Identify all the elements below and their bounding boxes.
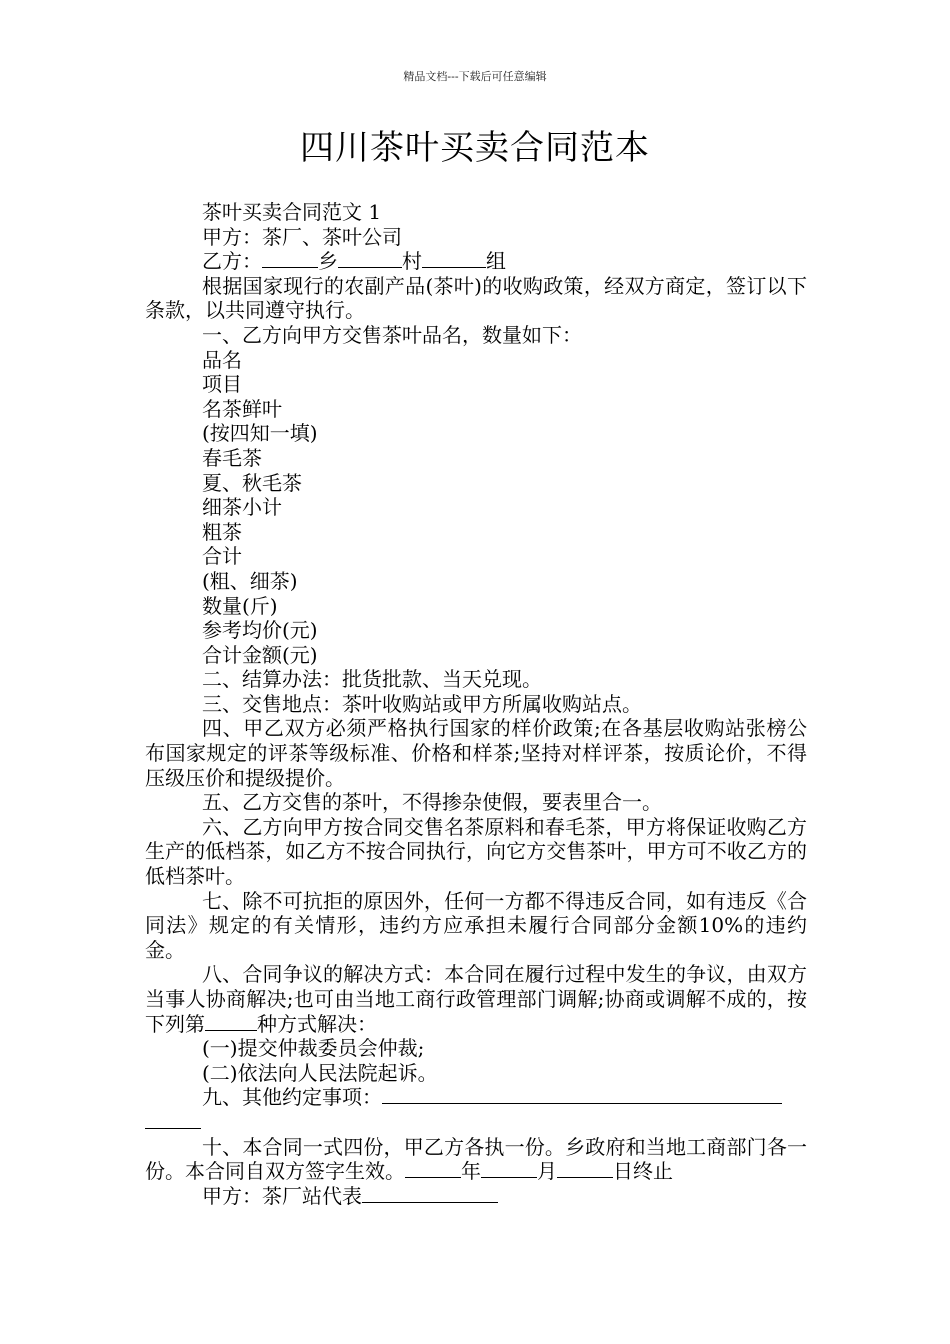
clause-8-option-1: (一)提交仲裁委员会仲裁; bbox=[202, 1036, 425, 1061]
party-b-xiang-blank[interactable] bbox=[262, 249, 318, 268]
party-b-line bbox=[145, 249, 807, 274]
clause-8-text-end: 种方式解决： bbox=[257, 1011, 377, 1036]
list-item: 数量(斤) bbox=[202, 593, 278, 618]
party-b-cun-label: 村 bbox=[402, 249, 422, 274]
clause-9-label: 九、其他约定事项： bbox=[202, 1085, 382, 1110]
list-item: 细茶小计 bbox=[202, 495, 282, 520]
clause-8-text: 八、合同争议的解决方式：本合同在履行过程中发生的争议，由双方当事人协商解决;也可由当地工商行政管理部门调解;协商或调解不成的，按下列第 bbox=[145, 962, 807, 1036]
clause-1: 一、乙方向甲方交售茶叶品名，数量如下： bbox=[202, 322, 582, 347]
clause-9-blank-end[interactable] bbox=[145, 1110, 201, 1129]
clause-10-month-blank[interactable] bbox=[481, 1159, 537, 1178]
clause-5: 五、乙方交售的茶叶，不得掺杂使假，要表里合一。 bbox=[202, 790, 662, 815]
list-item: 项目 bbox=[202, 372, 242, 397]
list-item: (粗、细茶) bbox=[202, 568, 298, 593]
header-watermark: 精品文档---下载后可任意编辑 bbox=[403, 70, 547, 83]
party-b-xiang-label: 乡 bbox=[318, 249, 338, 274]
clause-10-day-label: 日终止 bbox=[613, 1159, 673, 1184]
list-item: 合计金额(元) bbox=[202, 642, 318, 667]
party-b-cun-blank[interactable] bbox=[338, 249, 402, 268]
party-a-line: 甲方：茶厂、茶叶公司 bbox=[202, 224, 402, 249]
clause-4: 四、甲乙双方必须严格执行国家的样价政策;在各基层收购站张榜公布国家规定的评茶等级标准、价格和样茶;坚持对样评茶，按质论价，不得压级压价和提级提价。 bbox=[145, 716, 807, 790]
party-b-prefix: 乙方： bbox=[202, 249, 262, 274]
document-body bbox=[145, 200, 807, 1208]
list-item: 名茶鲜叶 bbox=[202, 396, 282, 421]
subtitle: 茶叶买卖合同范文 1 bbox=[202, 200, 382, 224]
clause-7: 七、除不可抗拒的原因外，任何一方都不得违反合同，如有违反《合同法》规定的有关情形，违约方应承担未履行合同部分金额10%的违约金。 bbox=[145, 888, 807, 962]
clause-8-method-blank[interactable] bbox=[205, 1012, 257, 1031]
clause-3: 三、交售地点：茶叶收购站或甲方所属收购站点。 bbox=[202, 691, 642, 716]
clause-10-year-label: 年 bbox=[461, 1159, 481, 1184]
list-item: 夏、秋毛茶 bbox=[202, 470, 302, 495]
table-items-list bbox=[145, 348, 807, 668]
clause-10-month-label: 月 bbox=[537, 1159, 557, 1184]
list-item: 粗茶 bbox=[202, 519, 242, 544]
party-b-zu-label: 组 bbox=[486, 249, 506, 274]
clause-10-year-blank[interactable] bbox=[405, 1159, 461, 1178]
page-title: 四川茶叶买卖合同范本 bbox=[300, 128, 650, 168]
signature-party-a-label: 甲方：茶厂站代表 bbox=[202, 1183, 362, 1208]
clause-2: 二、结算办法：批货批款、当天兑现。 bbox=[202, 667, 542, 692]
clause-9 bbox=[145, 1085, 807, 1110]
list-item: 合计 bbox=[202, 544, 242, 569]
clause-10-text: 十、本合同一式四份，甲乙方各执一份。乡政府和当地工商部门各一份。本合同自双方签字生效。 bbox=[145, 1134, 807, 1184]
clause-9-blank-continuation bbox=[145, 1110, 807, 1135]
party-b-zu-blank[interactable] bbox=[422, 249, 486, 268]
clause-10-day-blank[interactable] bbox=[557, 1159, 613, 1178]
list-item: (按四知一填) bbox=[202, 421, 318, 446]
signature-party-a bbox=[145, 1184, 807, 1209]
clause-10 bbox=[145, 1135, 807, 1184]
list-item: 品名 bbox=[202, 347, 242, 372]
signature-party-a-blank[interactable] bbox=[362, 1184, 498, 1203]
clause-8 bbox=[145, 962, 807, 1036]
list-item: 春毛茶 bbox=[202, 445, 262, 470]
clause-6: 六、乙方向甲方按合同交售名茶原料和春毛茶，甲方将保证收购乙方生产的低档茶，如乙方不按合同执行，向它方交售茶叶，甲方可不收乙方的低档茶叶。 bbox=[145, 814, 807, 889]
intro-paragraph: 根据国家现行的农副产品(茶叶)的收购政策，经双方商定，签订以下条款，以共同遵守执行。 bbox=[145, 273, 807, 323]
clause-9-blank[interactable] bbox=[382, 1085, 782, 1104]
clause-8-option-2: (二)依法向人民法院起诉。 bbox=[202, 1060, 438, 1085]
list-item: 参考均价(元) bbox=[202, 618, 318, 643]
